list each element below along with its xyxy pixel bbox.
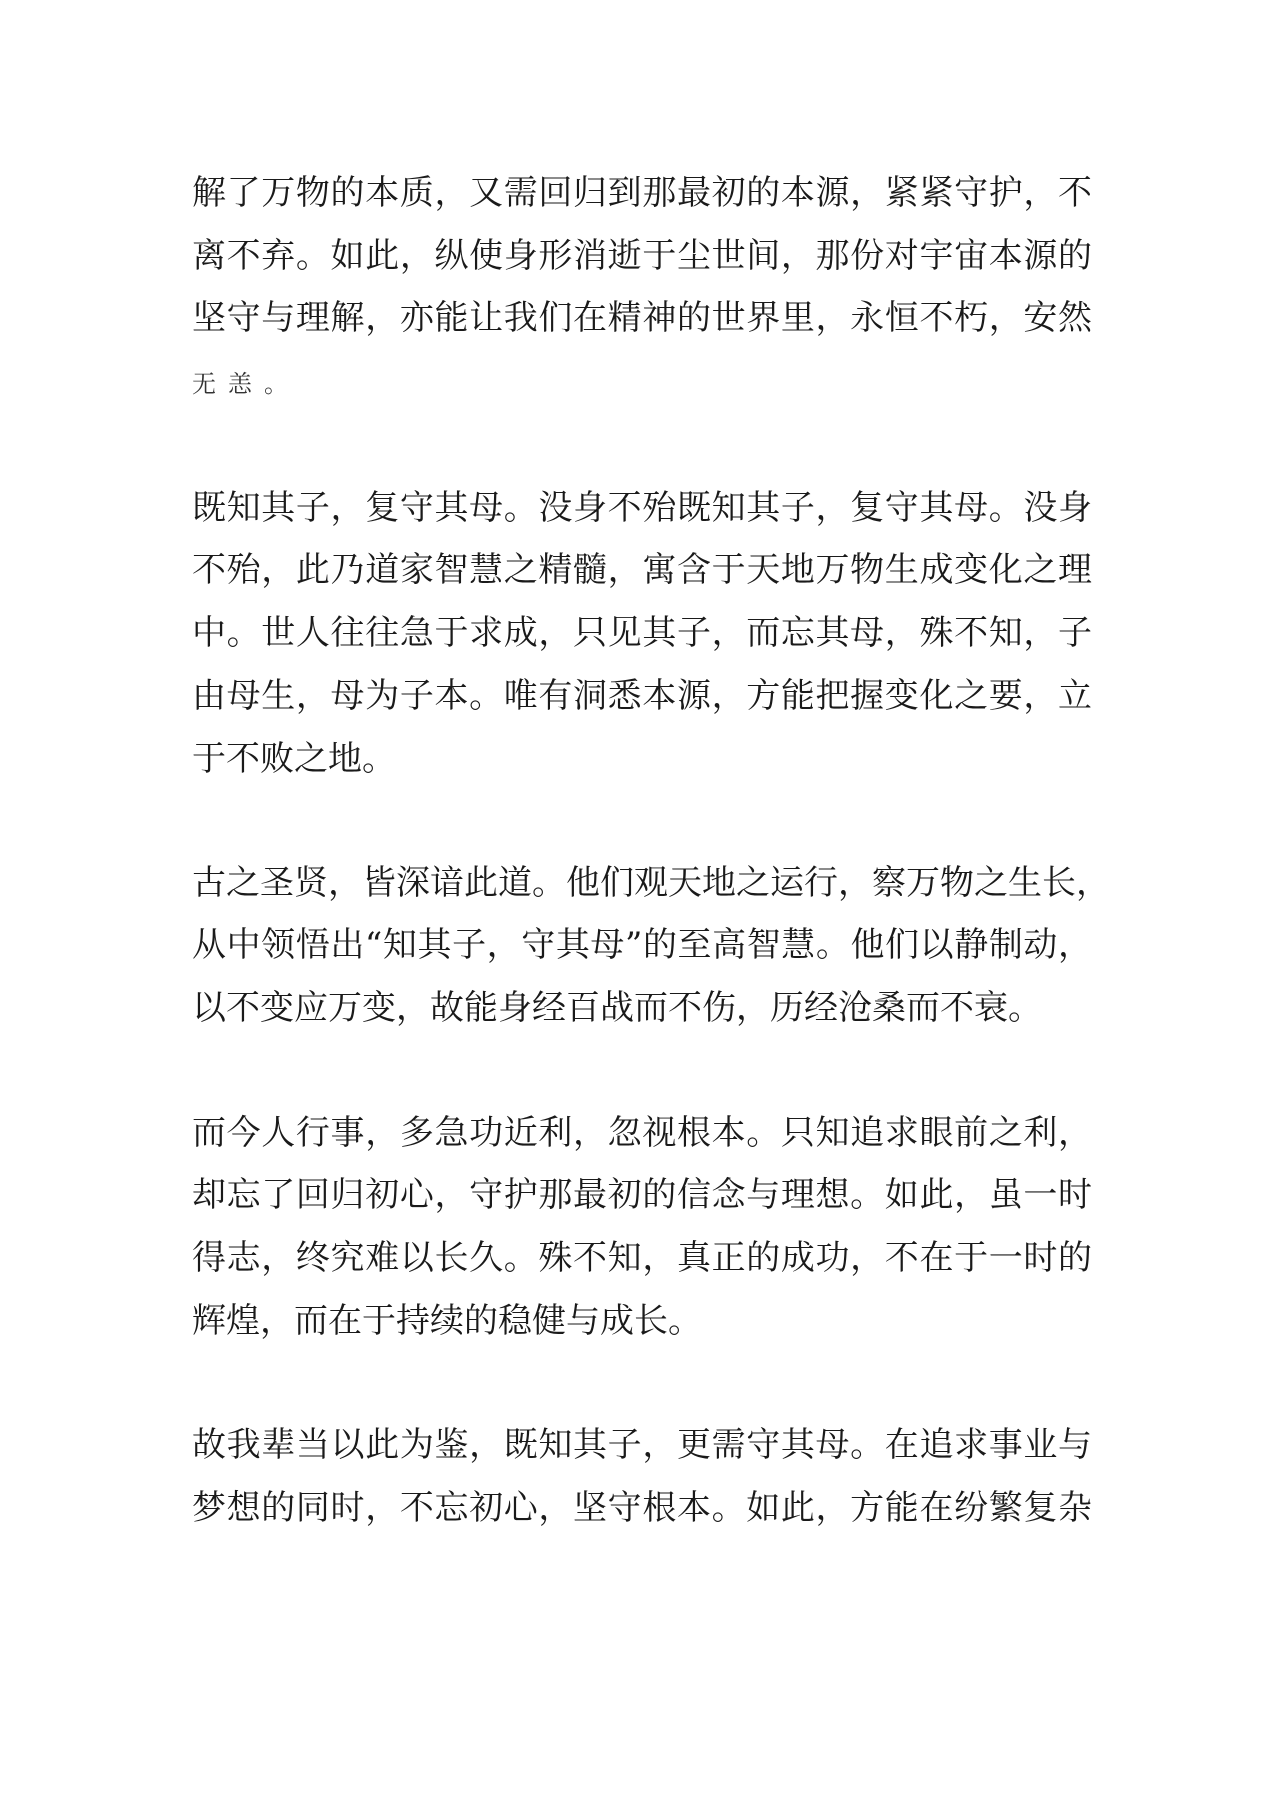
text-line: 却忘了回归初心，守护那最初的信念与理想。如此，虽一时: [192, 1175, 1092, 1215]
text-line: 梦想的同时，不忘初心，坚守根本。如此，方能在纷繁复杂: [192, 1488, 1092, 1528]
text-line: 故我辈当以此为鉴，既知其子，更需守其母。在追求事业与: [192, 1425, 1092, 1465]
text-line: 中。世人往往急于求成，只见其子，而忘其母，殊不知，子: [192, 613, 1092, 653]
text-line: 坚守与理解，亦能让我们在精神的世界里，永恒不朽，安然: [192, 298, 1092, 338]
text-line: 得志，终究难以长久。殊不知，真正的成功，不在于一时的: [192, 1238, 1092, 1278]
text-line: 不殆，此乃道家智慧之精髓，寓含于天地万物生成变化之理: [192, 550, 1092, 590]
text-line: 辉煌，而在于持续的稳健与成长。: [192, 1301, 702, 1341]
text-line: 而今人行事，多急功近利，忽视根本。只知追求眼前之利，: [192, 1113, 1092, 1153]
text-line: 古之圣贤，皆深谙此道。他们观天地之运行，察万物之生长，: [192, 863, 1110, 903]
text-line: 于不败之地。: [192, 739, 396, 779]
text-line: 以不变应万变，故能身经百战而不伤，历经沧桑而不衰。: [192, 988, 1042, 1028]
text-line: 由母生，母为子本。唯有洞悉本源，方能把握变化之要，立: [192, 676, 1092, 716]
text-line: 既知其子，复守其母。没身不殆既知其子，复守其母。没身: [192, 488, 1092, 528]
text-line: 从中领悟出“知其子，守其母”的至高智慧。他们以静制动，: [192, 925, 1092, 965]
text-line: 离不弃。如此，纵使身形消逝于尘世间，那份对宇宙本源的: [192, 236, 1092, 276]
text-line: 解了万物的本质，又需回归到那最初的本源，紧紧守护，不: [192, 173, 1092, 213]
text-line: 无恙。: [192, 370, 300, 398]
